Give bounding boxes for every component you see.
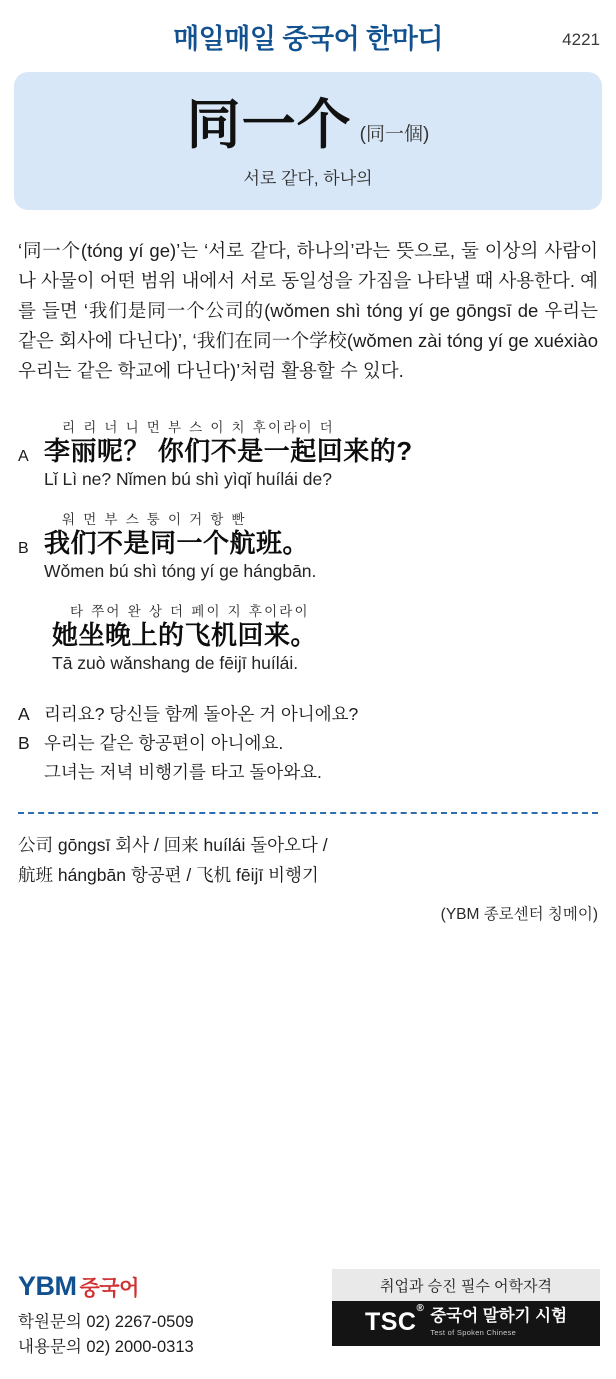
- dialogue-korean-ruby: 워 먼 부 스 퉁 이 거 항 빤: [62, 511, 247, 527]
- credit-line: (YBM 종로센터 칭메이): [440, 905, 598, 923]
- issue-number: 4221: [562, 30, 600, 49]
- explanation-paragraph: ‘同一个(tóng yí ge)’는 ‘서로 같다, 하나의’라는 뜻으로, 둘 이상의 사람이나 사물이 어떤 범위 내에서 서로 동일성을 가짐을 나타낼 때 사용한다. 예를 들면 ‘我们是同一个公司的(wǒmen shì tóng yí ge gōngsī de 우리는 같은 회사에 다닌다)’, ‘我们在同一个学校(wǒmen zài tóng yí ge xuéxiào 우리는 같은 학교에 다닌다)’처럼 활용할 수 있다.: [18, 240, 598, 381]
- translation-text: 우리는 같은 항공편이 아니에요.: [44, 732, 284, 753]
- contact-content: 내용문의 02) 2000-0313: [18, 1337, 194, 1356]
- translation-row: [18, 700, 598, 729]
- tsc-english-subtitle: Test of Spoken Chinese: [430, 1327, 517, 1337]
- tsc-mark-text: TSC: [364, 1308, 417, 1336]
- dialogue-section: [18, 416, 598, 674]
- dialogue-pinyin: Tā zuò wǎnshang de fēijī huílái.: [52, 652, 299, 673]
- ad-tagline: 취업과 승진 필수 어학자격: [332, 1269, 600, 1301]
- translation-text: 그녀는 저녁 비행기를 타고 돌아와요.: [44, 762, 322, 783]
- dialogue-body: [44, 508, 598, 582]
- translation-speaker: A: [18, 703, 30, 724]
- dialogue-korean-ruby: 타 쭈어 완 상 더 페이 지 후이라이: [70, 603, 310, 619]
- dialogue-hanzi: 李丽呢？ 你们不是一起回来的?: [44, 435, 413, 466]
- tsc-korean-subtitle: 중국어 말하기 시험: [430, 1307, 568, 1326]
- translation-row: [18, 729, 598, 758]
- headword-hanzi: 同一个: [186, 94, 352, 155]
- footer-brand-block: [18, 1265, 194, 1360]
- ad-logo-bar: [332, 1301, 600, 1346]
- registered-mark-icon: ®: [416, 1302, 425, 1314]
- vocabulary-section: [18, 830, 598, 890]
- dialogue-line: [18, 508, 598, 582]
- ybm-logo-main: YBM: [18, 1271, 77, 1301]
- translation-speaker: B: [18, 732, 30, 753]
- tsc-advertisement[interactable]: [332, 1265, 600, 1346]
- translation-speaker: [18, 758, 44, 787]
- ybm-logo[interactable]: [18, 1273, 194, 1300]
- dialogue-line: [44, 600, 598, 674]
- dialogue-speaker: A: [18, 447, 29, 465]
- dashed-divider: [18, 812, 598, 814]
- vocabulary-line: 航班 hángbān 항공편 / 飞机 fēijī 비행기: [18, 864, 319, 885]
- translation-section: [18, 700, 598, 788]
- page-footer: [0, 1251, 616, 1379]
- translation-text: 리리요? 당신들 함께 돌아온 거 아니에요?: [44, 703, 359, 724]
- dialogue-hanzi: 她坐晚上的飞机回来。: [52, 619, 318, 650]
- headword-traditional: (同一個): [359, 123, 430, 145]
- dialogue-hanzi: 我们不是同一个航班。: [44, 527, 310, 558]
- dialogue-body: [52, 600, 598, 674]
- footer-contact: [18, 1310, 194, 1360]
- page-header: [0, 0, 616, 72]
- dialogue-korean-ruby: 리 리 너 니 먼 부 스 이 치 후이라이 더: [62, 419, 335, 435]
- tsc-subtitle-block: [430, 1308, 567, 1337]
- vocabulary-line: 公司 gōngsī 회사 / 回来 huílái 돌아오다 /: [18, 834, 328, 855]
- headword-row: [186, 94, 430, 155]
- tsc-wordmark: [364, 1302, 425, 1337]
- dialogue-pinyin: Lǐ Lì ne? Nǐmen bú shì yìqǐ huílái de?: [44, 468, 332, 489]
- ybm-logo-sub: 중국어: [79, 1277, 139, 1300]
- contact-academy: 학원문의 02) 2267-0509: [18, 1313, 194, 1331]
- dialogue-pinyin: Wǒmen bú shì tóng yí ge hángbān.: [44, 560, 317, 581]
- translation-row: [18, 758, 598, 787]
- dialogue-speaker: B: [18, 539, 29, 557]
- headword-panel: [14, 72, 602, 210]
- dialogue-body: [44, 416, 598, 490]
- page-title: 매일매일 중국어 한마디: [173, 23, 443, 54]
- dialogue-line: [18, 416, 598, 490]
- headword-meaning: 서로 같다, 하나의: [243, 168, 373, 188]
